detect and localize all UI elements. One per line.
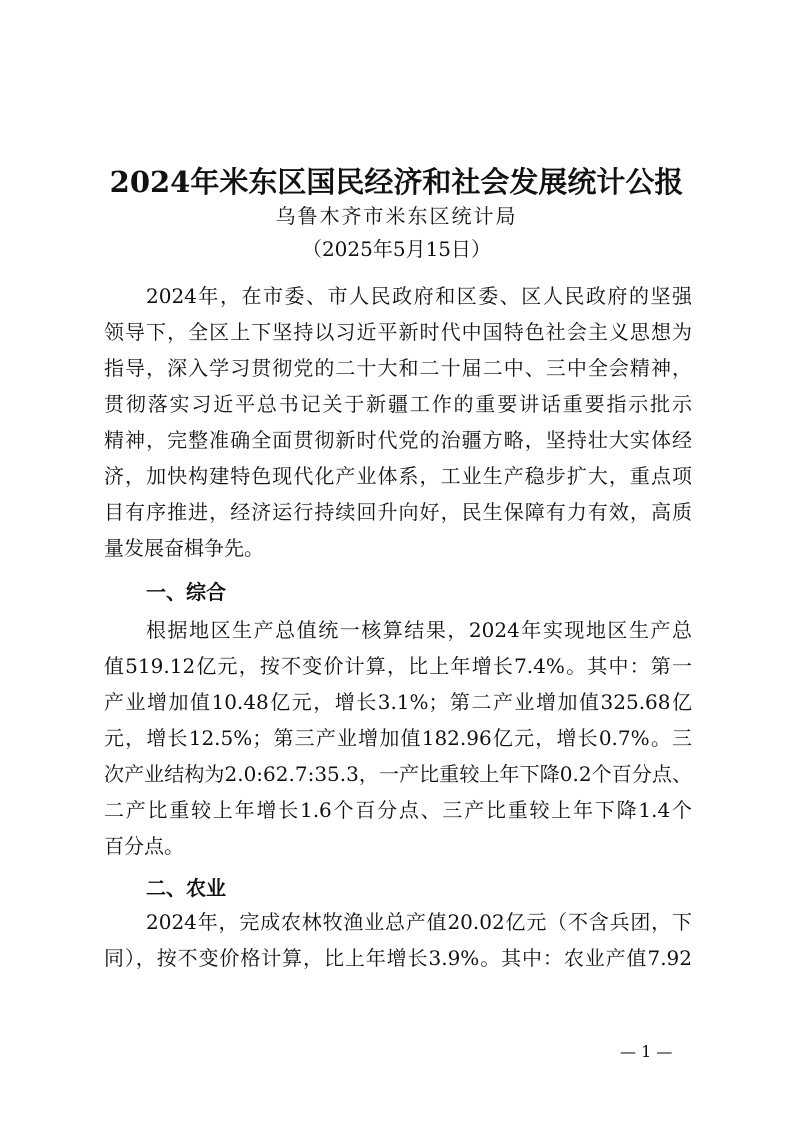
page-number: — 1 — — [620, 1042, 673, 1061]
text-line: 指导，深入学习贯彻党的二十大和二十届二中、三中全会精神， — [104, 356, 692, 380]
text-line: 次产业结构为2.0:62.7:35.3，一产比重较上年下降0.2个百分点、 — [104, 762, 692, 786]
text-line: 根据地区生产总值统一核算结果，2024年实现地区生产总 — [146, 618, 692, 642]
text-line: 济，加快构建特色现代化产业体系，工业生产稳步扩大，重点项 — [104, 464, 692, 488]
text-line: 产业增加值10.48亿元，增长3.1%；第二产业增加值325.68亿 — [104, 690, 692, 714]
section-heading-agriculture: 二、农业 — [146, 876, 226, 900]
publish-date: （2025年5月15日） — [301, 237, 492, 261]
issuer: 乌鲁木齐市米东区统计局 — [275, 204, 518, 228]
text-line: 同），按不变价格计算，比上年增长3.9%。其中：农业产值7.92 — [104, 946, 692, 970]
text-line: 百分点。 — [104, 834, 184, 858]
section-heading-overview: 一、综合 — [146, 580, 226, 604]
text-line: 值519.12亿元，按不变价计算，比上年增长7.4%。其中：第一 — [104, 654, 692, 678]
text-line: 贯彻落实习近平总书记关于新疆工作的重要讲话重要指示批示 — [104, 392, 692, 416]
text-line: 2024年，在市委、市人民政府和区委、区人民政府的坚强 — [146, 284, 692, 308]
text-line: 目有序推进，经济运行持续回升向好，民生保障有力有效，高质 — [104, 500, 692, 524]
text-line: 精神，完整准确全面贯彻新时代党的治疆方略，坚持壮大实体经 — [104, 428, 692, 452]
text-line: 元，增长12.5%；第三产业增加值182.96亿元，增长0.7%。三 — [104, 726, 692, 750]
document-title: 2024年米东区国民经济和社会发展统计公报 — [109, 165, 684, 199]
text-line: 领导下，全区上下坚持以习近平新时代中国特色社会主义思想为 — [104, 320, 692, 344]
text-line: 量发展奋楫争先。 — [104, 536, 264, 560]
text-line: 2024年，完成农林牧渔业总产值20.02亿元（不含兵团，下 — [146, 910, 692, 934]
text-line: 二产比重较上年增长1.6个百分点、三产比重较上年下降1.4个 — [104, 798, 692, 822]
